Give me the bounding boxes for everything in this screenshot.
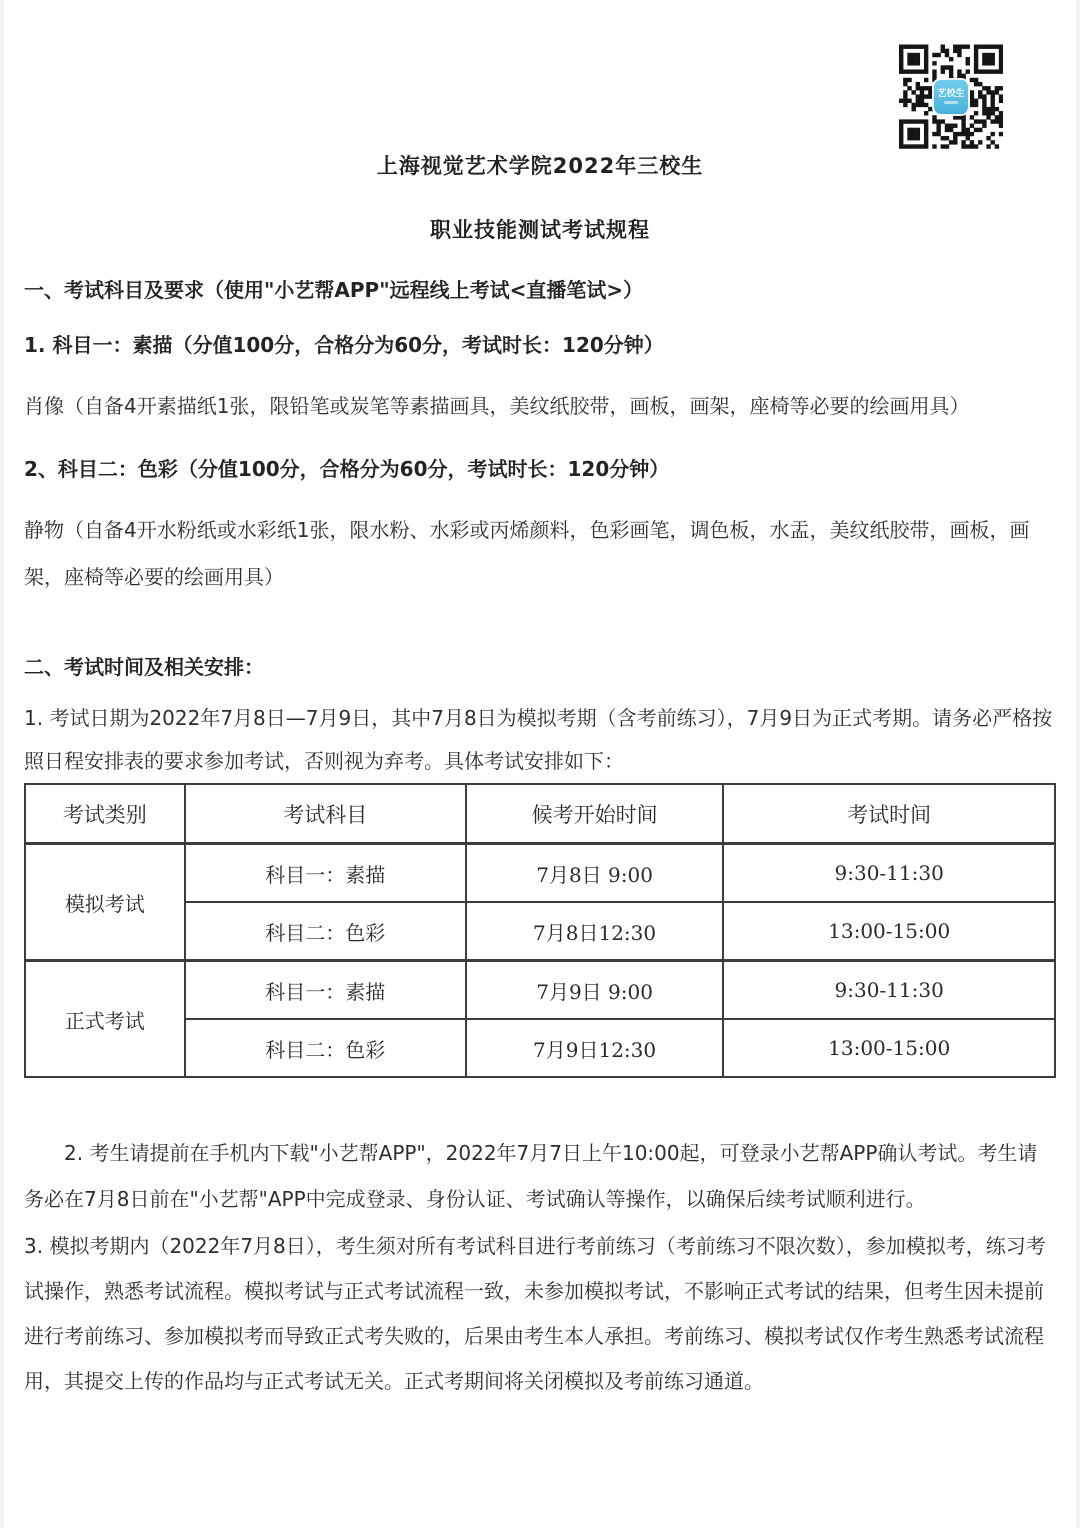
table-row [25, 844, 1055, 903]
subject1-requirements: 肖像（自备4开素描纸1张，限铅笔或炭笔等素描画具，美纹纸胶带，画板，画架，座椅等必要的绘画用具） [24, 394, 970, 418]
subject-cell: 科目二：色彩 [185, 1019, 466, 1077]
exam-schedule-table [24, 783, 1056, 1078]
qr-logo-text: 艺校生 [937, 89, 965, 99]
exam-time-cell: 13:00-15:00 [723, 902, 1055, 961]
waiting-start-cell: 7月9日12:30 [466, 1019, 724, 1077]
waiting-start-cell: 7月8日 9:00 [466, 844, 724, 903]
subject2-requirements: 静物（自备4开水粉纸或水彩纸1张，限水粉、水彩或丙烯颜料，色彩画笔，调色板，水盂，美纹纸胶带，画板，画架，座椅等必要的绘画用具） [24, 518, 1030, 589]
section2-paragraph3: 3. 模拟考期内（2022年7月8日），考生须对所有考试科目进行考前练习（考前练习不限次数），参加模拟考，练习考试操作，熟悉考试流程。模拟考试与正式考试流程一致，未参加模拟考试，不影响正式考试的结果，但考生因未提前进行考前练习、参加模拟考而导致正式考失败的，后果由考生本人承担。考前练习、模拟考试仅作考生熟悉考试流程用，其提交上传的作品均与正式考试无关。正式考期间将关闭模拟及考前练习通道。 [24, 1234, 1046, 1393]
doc-title-line2: 职业技能测试考试规程 [430, 218, 650, 242]
subject-cell: 科目一：素描 [185, 844, 466, 903]
table-row [25, 961, 1055, 1020]
waiting-start-cell: 7月9日 9:00 [466, 961, 724, 1020]
col-header-waiting-start-time: 候考开始时间 [466, 784, 724, 844]
exam-time-cell: 9:30-11:30 [723, 961, 1055, 1020]
subject-cell: 科目二：色彩 [185, 902, 466, 961]
col-header-exam-category: 考试类别 [25, 784, 185, 844]
subject1-title: 1. 科目一：素描（分值100分，合格分为60分，考试时长：120分钟） [24, 333, 664, 357]
subject2-title: 2、科目二：色彩（分值100分，合格分为60分，考试时长：120分钟） [24, 457, 670, 481]
col-header-exam-subject: 考试科目 [185, 784, 466, 844]
section2-paragraph2: 2. 考生请提前在手机内下载"小艺帮APP"，2022年7月7日上午10:00起，可登录小艺帮APP确认考试。考生请务必在7月8日前在"小艺帮"APP中完成登录、身份认证、考试确认等操作，以确保后续考试顺利进行。 [24, 1141, 1038, 1211]
category-cell-formal-exam: 正式考试 [25, 961, 185, 1078]
category-cell-mock-exam: 模拟考试 [25, 844, 185, 961]
section2-heading: 二、考试时间及相关安排： [24, 655, 264, 679]
col-header-exam-time: 考试时间 [723, 784, 1055, 844]
section1-heading: 一、考试科目及要求（使用"小艺帮APP"远程线上考试<直播笔试>） [24, 278, 644, 302]
doc-title-line1: 上海视觉艺术学院2022年三校生 [376, 154, 704, 178]
section2-paragraph1: 1. 考试日期为2022年7月8日—7月9日，其中7月8日为模拟考期（含考前练习），7月9日为正式考期。请务必严格按照日程安排表的要求参加考试，否则视为弃考。具体考试安排如下： [24, 706, 1053, 773]
exam-time-cell: 13:00-15:00 [723, 1019, 1055, 1077]
waiting-start-cell: 7月8日12:30 [466, 902, 724, 961]
table-header-row [25, 784, 1055, 844]
exam-time-cell: 9:30-11:30 [723, 844, 1055, 903]
subject-cell: 科目一：素描 [185, 961, 466, 1020]
